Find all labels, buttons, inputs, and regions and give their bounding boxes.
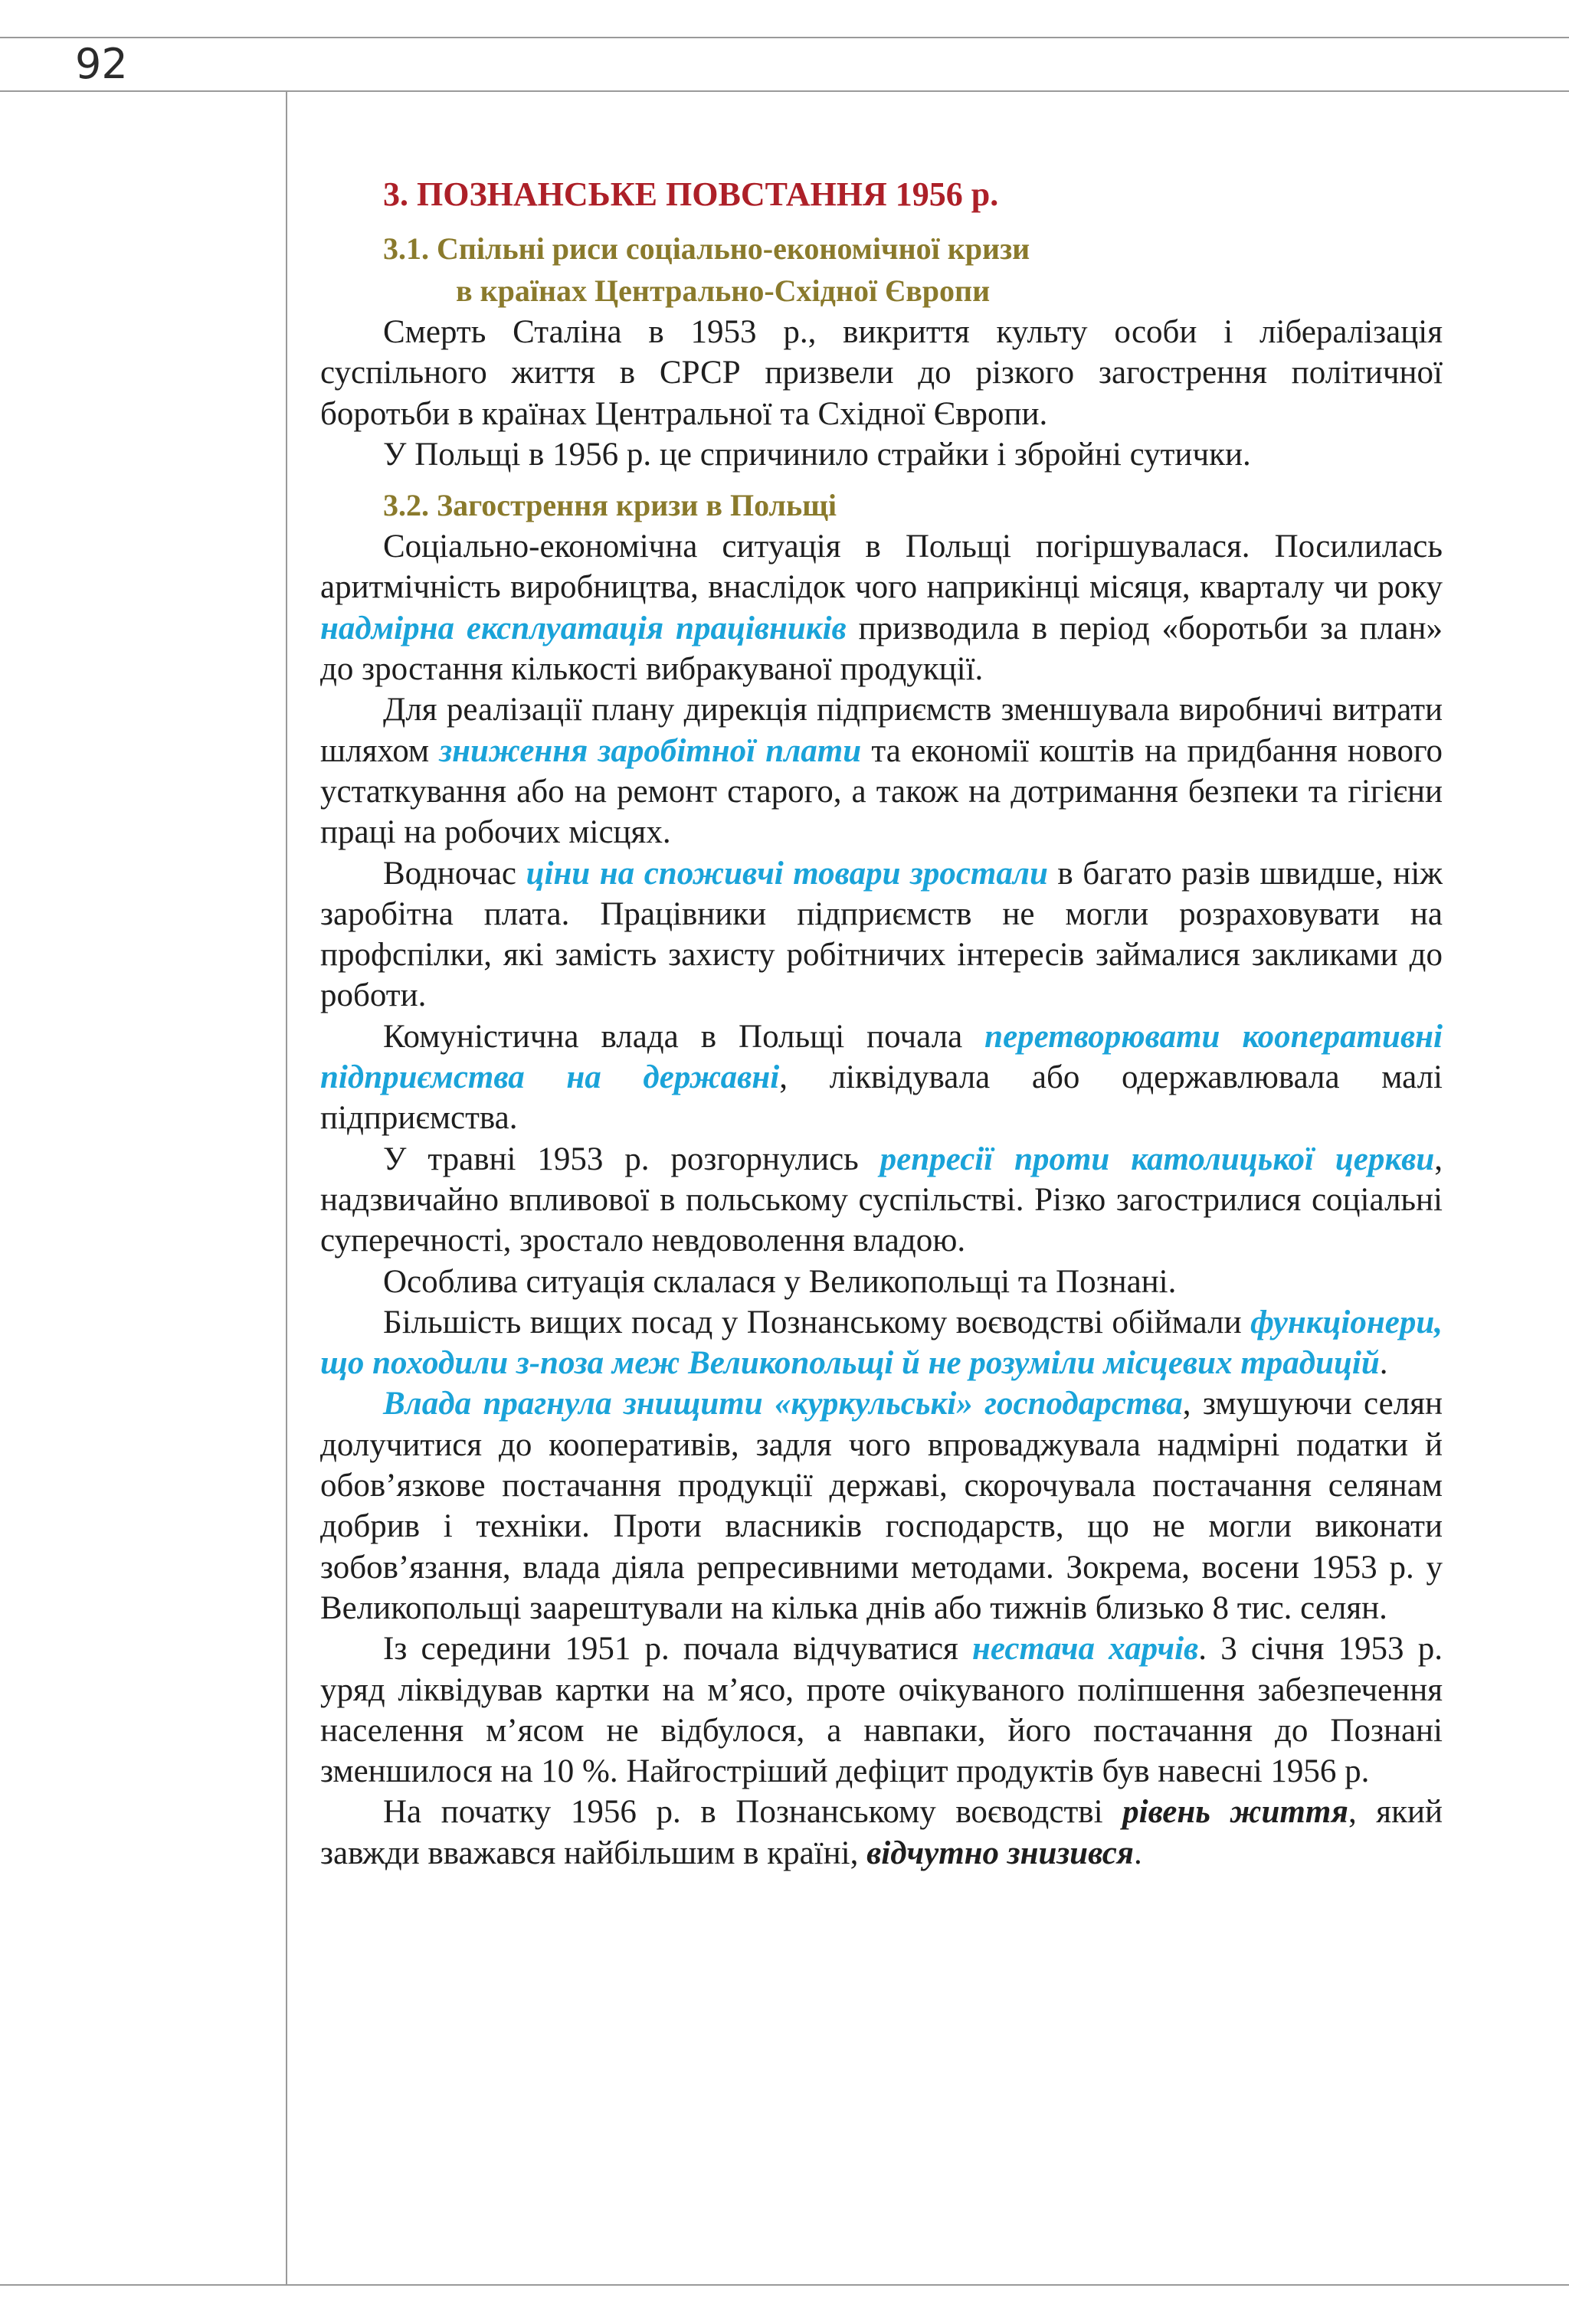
paragraph-11 — [320, 1628, 1443, 1792]
paragraph-12-emphasis-1: рівень життя — [1122, 1794, 1348, 1831]
paragraph-9-highlight: функціонери, що походили з-поза меж Великопольщі й не розуміли місцевих традицій — [320, 1304, 1443, 1382]
paragraph-9 — [320, 1302, 1443, 1384]
margin-rule — [286, 90, 287, 2284]
bottom-rule — [0, 2284, 1569, 2286]
paragraph-12-text-a: На початку 1956 р. в Познанському воєводстві — [383, 1794, 1123, 1831]
page-content — [320, 172, 1443, 1874]
paragraph-3-text-b: призводила в період «боротьби за план» до зростання кількості вибракуваної продукції. — [320, 610, 1443, 688]
paragraph-6-text-b: , ліквідувала або одержавлювала малі підприємства. — [320, 1059, 1443, 1137]
paragraph-12-emphasis-2: відчутно знизився — [866, 1835, 1134, 1871]
paragraph-10-text-b: , змушуючи селян долучитися до кооперативів, задля чого впроваджувала надмірні податки й обов’язкове постачання продукції державі, скорочувала постачання селянам добрив і техніки. Проти власників господарств, що не могли виконати зобов’язання, влада діяла репресивними методами. Зокрема, восени 1953 р. у Великопольщі заарештували на кілька днів або тижнів близько 8 тис. селян. — [320, 1386, 1443, 1626]
paragraph-11-text-a: Із середини 1951 р. почала відчуватися — [383, 1631, 973, 1668]
paragraph-3-highlight: надмірна експлуатація працівників — [320, 610, 847, 646]
paragraph-8: Особлива ситуація склалася у Великопольщі та Познані. — [383, 1263, 1177, 1300]
paragraph-5-text-a: Водночас — [383, 855, 526, 892]
paragraph-5-highlight: ціни на споживчі товари зростали — [526, 855, 1048, 892]
paragraph-3 — [320, 526, 1443, 689]
subsection-title-1-line2: в країнах Центрально-Східної Європи — [456, 273, 991, 308]
paragraph-5 — [320, 853, 1443, 1016]
paragraph-10 — [320, 1383, 1443, 1628]
paragraph-7-highlight: репресії проти католицької церкви — [879, 1141, 1435, 1177]
subsection-title-1 — [383, 227, 1443, 312]
paragraph-4-text-a: Для реалізації плану дирекція підприємств зменшувала виробничі витрати шляхом — [320, 692, 1443, 769]
paragraph-4-text-b: та економії коштів на придбання нового устаткування або на ремонт старого, а також на дотримання безпеки та гігієни праці на робочих місцях. — [320, 732, 1443, 851]
paragraph-4 — [320, 689, 1443, 853]
paragraph-1: Смерть Сталіна в 1953 р., викриття культу особи і лібералізація суспільного життя в СРСР призвели до різкого загострення політичної боротьби в країнах Центральної та Східної Європи. — [320, 314, 1443, 432]
paragraph-6-text-a: Комуністична влада в Польщі почала — [383, 1018, 985, 1055]
section-title: 3. ПОЗНАНСЬКЕ ПОВСТАННЯ 1956 р. — [383, 175, 999, 213]
subsection-title-2: 3.2. Загострення кризи в Польщі — [383, 488, 837, 523]
paragraph-7 — [320, 1139, 1443, 1262]
paragraph-11-text-b: . 3 січня 1953 р. уряд ліквідував картки на м’ясо, проте очікуваного поліпшення забезпечення населення м’ясом не відбулося, а навпаки, його постачання до Познані зменшилося на 10 %. Найгостріший дефіцит продуктів був навесні 1956 р. — [320, 1631, 1443, 1790]
paragraph-6 — [320, 1016, 1443, 1139]
subsection-title-1-line1: 3.1. Спільні риси соціально-економічної кризи — [383, 231, 1030, 266]
paragraph-3-text-a: Соціально-економічна ситуація в Польщі погіршувалася. Посилилась аритмічність виробництва, внаслідок чого наприкінці місяця, кварталу чи року — [320, 529, 1443, 606]
paragraph-7-text-a: У травні 1953 р. розгорнулись — [383, 1141, 880, 1177]
paragraph-12 — [320, 1792, 1443, 1874]
top-rule — [0, 37, 1569, 38]
paragraph-7-text-b: , надзвичайно впливової в польському суспільстві. Різко загострилися соціальні суперечності, зростало невдоволення владою. — [320, 1141, 1443, 1259]
paragraph-5-text-b: в багато разів швидше, ніж заробітна плата. Працівники підприємств не могли розраховувати на профспілки, які замість захисту робітничих інтересів займалися закликами до роботи. — [320, 855, 1443, 1014]
paragraph-6-highlight: перетворювати кооперативні підприємства на державні — [320, 1018, 1443, 1096]
page-number: 92 — [75, 40, 128, 88]
paragraph-12-text-c: . — [1133, 1835, 1142, 1871]
paragraph-12-text-b: , який завжди вважався найбільшим в країні, — [320, 1794, 1443, 1871]
paragraph-4-highlight: зниження заробітної плати — [439, 732, 862, 769]
paragraph-2: У Польщі в 1956 р. це спричинило страйки і збройні сутички. — [383, 436, 1251, 473]
paragraph-9-text-b: . — [1379, 1345, 1388, 1382]
header-rule — [0, 90, 1569, 92]
paragraph-9-text-a: Більшість вищих посад у Познанському воєводстві обіймали — [383, 1304, 1251, 1340]
paragraph-10-highlight: Влада прагнула знищити «куркульські» господарства — [383, 1386, 1183, 1422]
paragraph-11-highlight: нестача харчів — [972, 1631, 1199, 1668]
